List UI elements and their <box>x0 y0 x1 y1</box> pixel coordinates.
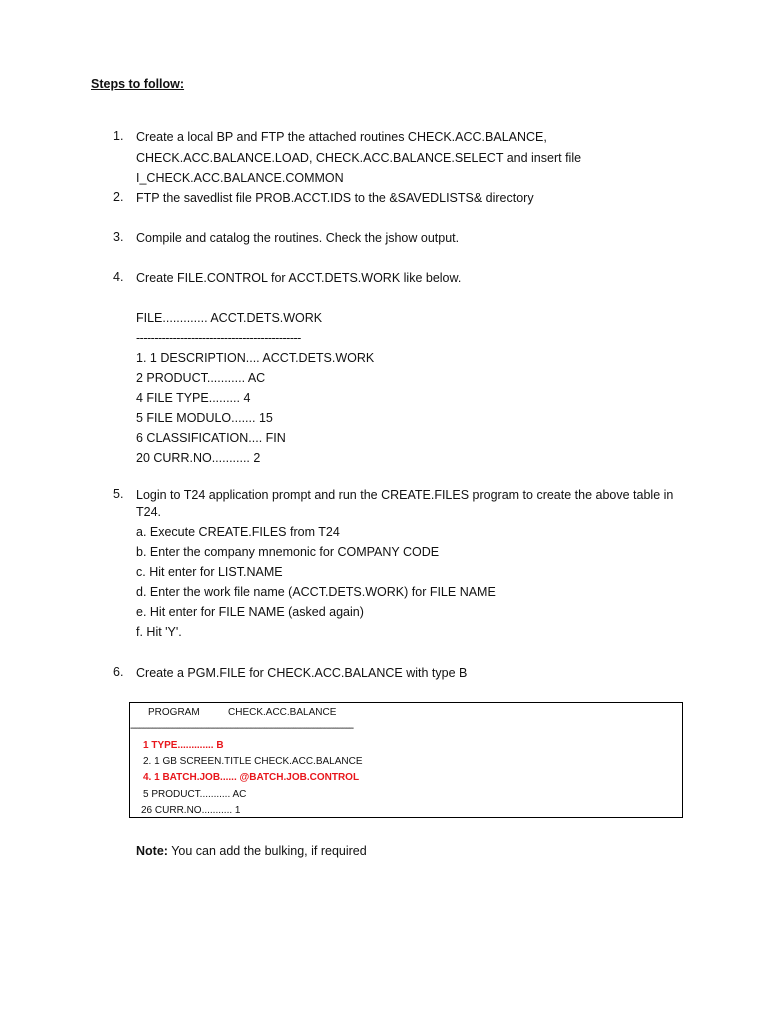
step-text: Compile and catalog the routines. Check the jshow output. <box>136 231 460 245</box>
pgm-separator: ---------------------------------------------------------------------------------------------------- <box>130 723 354 734</box>
pgm-row-type: 1 TYPE............. B <box>143 740 224 751</box>
step-number: 1. <box>113 129 124 143</box>
step-number: 5. <box>113 487 124 501</box>
substep-text: a. Execute CREATE.FILES from T24 <box>136 525 340 539</box>
page-heading: Steps to follow: <box>91 77 185 91</box>
pgm-row-curr-no: 26 CURR.NO........... 1 <box>141 805 241 816</box>
step-number: 2. <box>113 190 124 204</box>
file-control-row: 5 FILE MODULO....... 15 <box>136 411 273 425</box>
file-control-row: 1. 1 DESCRIPTION.... ACCT.DETS.WORK <box>136 351 375 365</box>
step-text: Create a local BP and FTP the attached routines CHECK.ACC.BALANCE, <box>136 130 547 144</box>
pgm-row-product: 5 PRODUCT........... AC <box>143 789 247 800</box>
substep-text: e. Hit enter for FILE NAME (asked again) <box>136 605 364 619</box>
step-text: Login to T24 application prompt and run the CREATE.FILES program to create the above table in <box>136 488 674 502</box>
file-control-row: 20 CURR.NO........... 2 <box>136 451 261 465</box>
pgm-header-value: CHECK.ACC.BALANCE <box>228 707 337 718</box>
step-number: 6. <box>113 665 124 679</box>
substep-text: f. Hit 'Y'. <box>136 625 182 639</box>
step-text: Create FILE.CONTROL for ACCT.DETS.WORK like below. <box>136 271 462 285</box>
pgm-header-label: PROGRAM <box>148 707 200 718</box>
note-label: Note: <box>136 844 168 858</box>
file-control-row: 6 CLASSIFICATION.... FIN <box>136 431 286 445</box>
note-text: You can add the bulking, if required <box>167 844 367 858</box>
step-text: FTP the savedlist file PROB.ACCT.IDS to the &SAVEDLISTS& directory <box>136 191 534 205</box>
step-number: 3. <box>113 230 124 244</box>
substep-text: b. Enter the company mnemonic for COMPANY CODE <box>136 545 440 559</box>
step-text: T24. <box>136 505 162 519</box>
step-text: CHECK.ACC.BALANCE.LOAD, CHECK.ACC.BALANCE.SELECT and insert file <box>136 151 582 165</box>
step-text: I_CHECK.ACC.BALANCE.COMMON <box>136 171 344 185</box>
note <box>136 843 367 859</box>
pgm-row-screen-title: 2. 1 GB SCREEN.TITLE CHECK.ACC.BALANCE <box>143 756 363 767</box>
file-control-header: FILE............. ACCT.DETS.WORK <box>136 311 323 325</box>
file-control-row: 2 PRODUCT........... AC <box>136 371 266 385</box>
file-control-separator: --------------------------------------------- <box>136 331 301 345</box>
step-number: 4. <box>113 270 124 284</box>
substep-text: d. Enter the work file name (ACCT.DETS.WORK) for FILE NAME <box>136 585 496 599</box>
pgm-file-box <box>129 702 683 818</box>
step-text: Create a PGM.FILE for CHECK.ACC.BALANCE with type B <box>136 666 468 680</box>
file-control-row: 4 FILE TYPE......... 4 <box>136 391 251 405</box>
pgm-row-batch-job: 4. 1 BATCH.JOB...... @BATCH.JOB.CONTROL <box>143 772 360 783</box>
substep-text: c. Hit enter for LIST.NAME <box>136 565 283 579</box>
